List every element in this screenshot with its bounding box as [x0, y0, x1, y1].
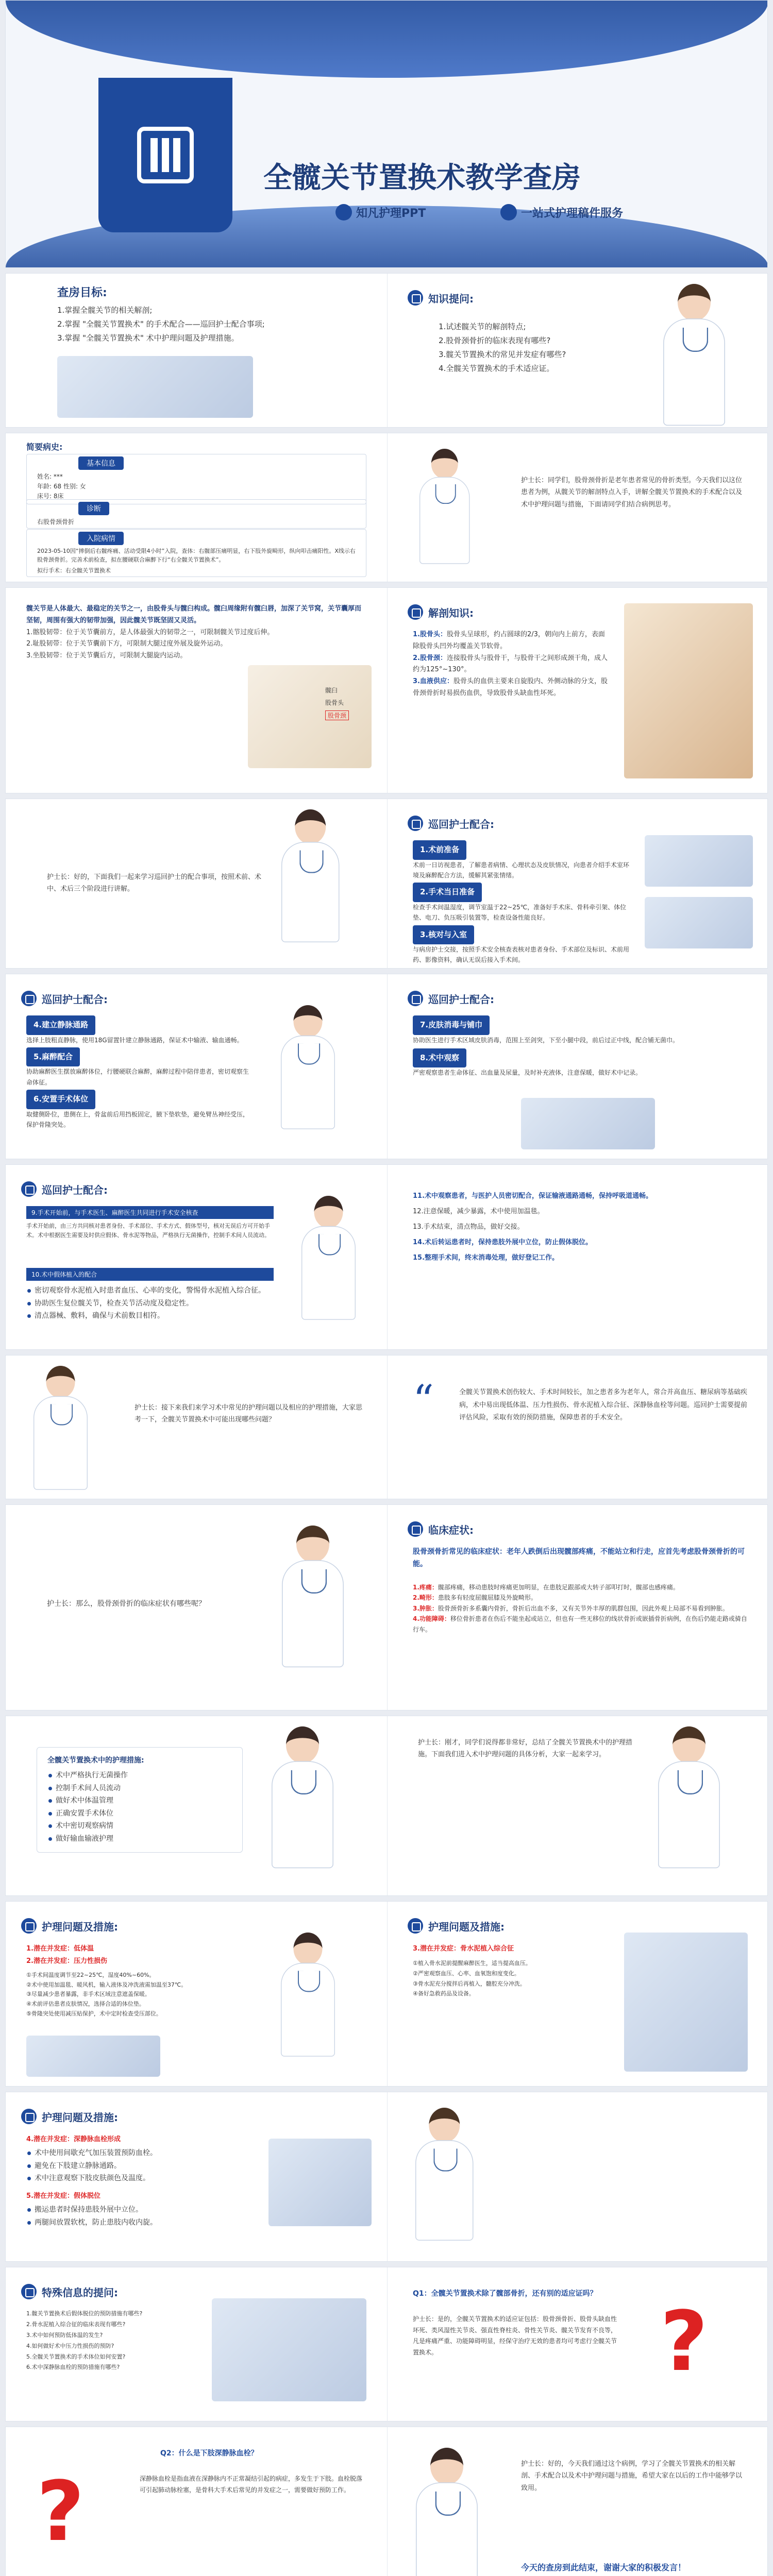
prob2-lines-2: 搬运患者时保持患肢外展中立位。 两腿间放置软枕，防止患肢内收内旋。: [26, 2204, 253, 2229]
problems-quote: 全髋关节置换术创伤较大、手术时间较长，加之患者多为老年人，常合并高血压、糖尿病等基础疾病，术中易出现低体温、压力性损伤、骨水泥植入综合征、深静脉血栓等问题。巡回护士需要提前评估风险，采取有效的预防措施，保障患者的手术安全。: [459, 1388, 748, 1422]
section-icon: [21, 2109, 37, 2124]
question-mark-icon: ?: [37, 2463, 85, 2560]
prob1-title: 护理问题及措施:: [21, 1916, 118, 1936]
care-speaker: 护士长：刚才，同学们说得都非常好，总结了全髋关节置换术中的护理措施。下面我们进入术中护理问题的具体分析，大家一起来学习。: [418, 1739, 633, 1759]
section-icon: [21, 1181, 37, 1197]
goals-photo: [57, 356, 253, 418]
anatomy-right-title: 解剖知识:: [408, 602, 474, 622]
prob2-photo: [268, 2139, 372, 2226]
nursing-problems-slide-1: [5, 1901, 768, 2087]
doctor-illustration: [274, 1526, 352, 1667]
care-item: 做好输血输液护理: [47, 1833, 232, 1845]
circulating-nurse-slide-2: [5, 974, 768, 1159]
prob1-right-illustration: [624, 1933, 748, 2072]
diagnosis-label: 诊断: [78, 502, 109, 515]
question-item: 1.试述髋关节的解剖特点;: [439, 322, 526, 331]
cover-badge-2: 一站式护理稿件服务: [500, 204, 623, 221]
cover-logo-icon: [137, 127, 194, 183]
nurse-illustration: [274, 809, 347, 942]
goal-item: 1.掌握全髋关节的相关解剖;: [57, 306, 153, 315]
circ2-content: 4.建立静脉通路 选择上肢粗直静脉，使用18G留置针建立静脉通路，保证术中输液、输血通畅。 5.麻醉配合 协助麻醉医生摆放麻醉体位，行腰硬联合麻醉，麻醉过程中陪伴患者，密切观察生命体征。 6.安置手术体位 取健侧卧位，患侧在上，骨盆前后用挡板固定，腋下垫软垫，避免臂丛神经受压，保护骨隆突处。: [26, 1015, 253, 1130]
question-mark-icon: ?: [660, 2293, 708, 2389]
case-slide: [5, 433, 768, 582]
basic-label: 基本信息: [78, 456, 124, 470]
label-femoral-neck: 股骨颈: [325, 710, 349, 720]
doctor-illustration: [650, 1726, 728, 1868]
pelvis-illustration: [248, 665, 372, 768]
circ2-right-content: 7.皮肤消毒与铺巾 协助医生进行手术区域皮肤消毒，范围上至剑突，下至小腿中段，前后过正中线，配合铺无菌巾。 8.术中观察 严密观察患者生命体征、出血量及尿量，及时补充液体，注意保暖，做好术中记录。: [413, 1015, 743, 1078]
section-icon: [21, 991, 37, 1006]
prob2-title: 护理问题及措施:: [21, 2107, 118, 2126]
anatomy-slide: [5, 587, 768, 793]
goals-list: [57, 303, 265, 345]
case-basic-box: 基本信息 姓名: *** 年龄: 68 性别: 女 床号: 8床: [26, 454, 366, 504]
goals-slide: [5, 273, 768, 428]
prob1-right-lines: ①植入骨水泥前提醒麻醉医生，适当提高血压。 ②严密观察血压、心率、血氧饱和度变化。 ③骨水泥充分搅拌后再植入，髓腔充分冲洗。 ④备好急救药品及设备。: [413, 1960, 531, 1997]
cover-slide: [5, 0, 768, 268]
goal-item: 2.掌握 "全髋关节置换术" 的手术配合——巡回护士配合事项;: [57, 319, 265, 329]
prob1-right-head: 3.潜在并发症：骨水泥植入综合征: [413, 1945, 514, 1953]
nursing-problems-slide-2: [5, 2092, 768, 2262]
circ3-body: 手术开始前，由三方共同核对患者身份、手术部位、手术方式、假体型号，核对无误后方可开始手术。术中根据医生需要及时供应假体、骨水泥等物品，严格执行无菌操作，控制手术间人员流动。: [26, 1223, 270, 1239]
prob2-head-1: 4.潜在并发症：深静脉血栓形成: [26, 2136, 121, 2143]
nurse-illustration: [274, 1933, 342, 2057]
case-diagnosis-box: 诊断 右股骨颈骨折: [26, 499, 366, 529]
clinical-title: 临床症状:: [408, 1519, 474, 1539]
nurse-illustration: [294, 1196, 363, 1320]
qa-list: 1.髋关节置换术后假体脱位的预防措施有哪些? 2.骨水泥植入综合征的临床表现有哪些? 3.术中如何预防低体温的发生? 4.如何做好术中压力性损伤的预防? 5.全髋关节置换术的手术体位如何安置? 6.术中深静脉血栓的预防措施有哪些?: [26, 2310, 143, 2371]
nurse-with-clipboard-illustration: [263, 1726, 342, 1868]
prob1-head-1: 1.潜在并发症：低体温: [26, 1945, 94, 1953]
circulating-nurse-slide-1: [5, 799, 768, 969]
section-icon: [408, 1521, 423, 1537]
qa-title: 特殊信息的提问:: [21, 2282, 118, 2301]
prob2-lines-1: 术中使用间歇充气加压装置预防血栓。 避免在下肢建立静脉通路。 术中注意观察下肢皮肤颜色及温度。: [26, 2147, 253, 2185]
qa-heart-illustration: [212, 2298, 366, 2401]
circ3-title: 巡回护士配合:: [21, 1179, 108, 1199]
care-slide: [5, 1716, 768, 1896]
section-icon: [21, 1918, 37, 1934]
circ2-right-title: 巡回护士配合:: [408, 989, 494, 1008]
question-item: 2.股骨颈骨折的临床表现有哪些?: [439, 336, 551, 345]
clinical-red-line: 股骨颈骨折常见的临床症状：老年人跌倒后出现髋部疼痛，不能站立和行走，应首先考虑股骨颈骨折的可能。: [413, 1548, 745, 1568]
prob1-lines: ①手术间温度调节至22~25℃，湿度40%~60%。 ②术中使用加温毯、暖风机，输入液体及冲洗液需加温至37℃。 ③尽量减少患者暴露，非手术区域注意遮盖保暖。 ④术前评估患者皮肤情况，选择合适的体位垫。 ⑤骨隆突处使用减压贴保护，术中定时检查受压部位。: [26, 1972, 187, 2017]
anatomy-right-text: 1.股骨头：股骨头呈球形，约占圆球的2/3，朝向内上前方，表面除股骨头凹外均覆盖关节软骨。 2.股骨颈：连接股骨头与股骨干，与股骨干之间形成颈干角，成人约为125°~130°。 3.血液供应：股骨头的血供主要来自旋股内、外侧动脉的分支，股骨颈骨折时易损伤血供，导致股骨头缺血性坏死。: [413, 631, 608, 697]
care-box: 全髋关节置换术中的护理措施: 术中严格执行无菌操作 控制手术间人员流动 做好术中体温管理 正确安置手术体位 术中密切观察病情 做好输血输液护理: [37, 1747, 243, 1853]
goal-item: 3.掌握 "全髋关节置换术" 术中护理问题及护理措施。: [57, 333, 239, 343]
nurse-illustration: [408, 2448, 486, 2576]
prob1-head-2: 2.潜在并发症：压力性损伤: [26, 1957, 107, 1965]
circ3-points: 密切观察骨水泥植入时患者血压、心率的变化，警惕骨水泥植入综合征。 协助医生复位髋关节，检查关节活动度及稳定性。 清点器械、敷料，确保与术前数目相符。: [26, 1284, 274, 1323]
knowledge-title: 知识提问:: [408, 288, 474, 308]
section-icon: [408, 604, 423, 620]
prob1-bed-illustration: [26, 2036, 160, 2077]
section-icon: [408, 991, 423, 1006]
prob1-right-title: 护理问题及措施:: [408, 1916, 505, 1936]
care-item: 术中严格执行无菌操作: [47, 1769, 232, 1782]
circ1-content: 1.术前准备 术前一日访视患者，了解患者病情、心理状态及皮肤情况，向患者介绍手术室环境及麻醉配合方法，缓解其紧张情绪。 2.手术当日准备 检查手术间温湿度，调节室温于22~25℃，准备好手术床、骨科牵引架、体位垫、电刀、负压吸引装置等，检查设备性能良好。 3.核对与入室 与病房护士交接，按照手术安全核查表核对患者身份、手术部位及标识、术前用药、影像资料，确认无误后接入手术间。: [413, 840, 629, 965]
circ2-photo: [521, 1098, 655, 1149]
doctor-illustration: [26, 1366, 95, 1490]
qa-slide-2: [5, 2427, 768, 2576]
case-speaker: 护士长：同学们，股骨颈骨折是老年患者常见的骨折类型。今天我们以这位患者为例，从髋关节的解剖特点入手，讲解全髋关节置换术的手术配合以及术中护理问题与措施，下面请同学们结合病例思考。: [521, 477, 743, 509]
case-title: 简要病史:: [26, 442, 63, 452]
circulating-nurse-slide-3: [5, 1164, 768, 1350]
case-history-box: 入院病情 2023-05-10因“摔倒后右髋疼痛、活动受限4小时”入院，查体：右髋部压痛明显，右下肢外旋畸形，纵向叩击痛阳性。X线示右股骨颈骨折。完善术前检查，拟在腰硬联合麻醉下行“右全髋关节置换术”。 拟行手术：右全髋关节置换术: [26, 529, 366, 577]
question-item: 4.全髋关节置换术的手术适应证。: [439, 364, 554, 373]
goals-heading: 查房目标:: [57, 286, 107, 299]
clinical-symptoms: 1.疼痛：髋部疼痛，移动患肢时疼痛更加明显，在患肢足跟部或大转子部叩打时，髋部也感疼痛。 2.畸形：患肢多有轻度屈髋屈膝及外旋畸形。 3.肿胀：股骨颈骨折多系囊内骨折，骨折后出血不多，又有关节外丰厚的肌群包围，因此外观上局部不易看到肿胀。 4.功能障碍：移位骨折患者在伤后不能坐起或站立，但也有一些无移位的线状骨折或嵌插骨折病例，在伤后仍能走路或骑自行车。: [413, 1584, 747, 1633]
badge-icon: [335, 204, 352, 221]
cover-badge-1: 知凡护理PPT: [335, 204, 426, 221]
circ2-title: 巡回护士配合:: [21, 989, 108, 1008]
circ1-photo-1: [645, 835, 753, 887]
circ3-bar-2: 10.术中假体植入的配合: [26, 1268, 274, 1281]
doctor-illustration: [655, 284, 733, 426]
anatomy-left-text: 髋关节是人体最大、最稳定的关节之一，由股骨头与髋臼构成。髋臼周缘附有髋臼唇，加深了关节窝，关节囊厚而坚韧，周围有强大的韧带加强，因此髋关节既坚固又灵活。 1.髂股韧带：位于关节囊前方，是人体最强大的韧带之一，可限制髋关节过度后伸。 2.耻股韧带：位于关节囊前下方，可限制大腿过度外展及旋外运动。 3.坐股韧带：位于关节囊后方，可限制大腿旋内运动。: [26, 605, 362, 659]
care-item: 做好术中体温管理: [47, 1794, 232, 1807]
qa-q2: Q2：什么是下肢深静脉血栓？: [160, 2449, 258, 2458]
cover-title: 全髋关节置换术教学查房: [263, 161, 581, 195]
section-icon: [21, 2284, 37, 2299]
circ1-speaker: 护士长：好的，下面我们一起来学习巡回护士的配合事项，按照术前、术中、术后三个阶段进行讲解。: [47, 873, 262, 893]
problems-slide: [5, 1355, 768, 1499]
question-item: 3.髋关节置换术的常见并发症有哪些?: [439, 350, 566, 359]
circ1-title: 巡回护士配合:: [408, 814, 494, 833]
quote-mark-icon: “: [413, 1376, 434, 1424]
nurse-illustration: [274, 1005, 342, 1129]
clinical-slide: [5, 1504, 768, 1710]
care-item: 控制手术间人员流动: [47, 1782, 232, 1795]
history-label: 入院病情: [78, 532, 124, 545]
section-icon: [408, 290, 423, 306]
hip-anatomy-image: [624, 603, 753, 778]
qa-summary: 护士长：好的，今天我们通过这个病例，学习了全髋关节置换术的相关解剖、手术配合以及术中护理问题与措施，希望大家在以后的工作中能够学以致用。: [521, 2460, 743, 2492]
badge-icon: [500, 204, 517, 221]
qa-a1: 护士长：是的，全髋关节置换术的适应证包括：股骨颈骨折、股骨头缺血性坏死、类风湿性关节炎、强直性脊柱炎、骨性关节炎、髋关节发育不良等，凡是疼痛严重、功能障碍明显，经保守治疗无效的患者均可考虑行全髋关节置换术。: [413, 2315, 617, 2356]
qa-slide: [5, 2267, 768, 2421]
doctor-illustration: [408, 2108, 481, 2241]
circ1-photo-2: [645, 897, 753, 948]
care-item: 正确安置手术体位: [47, 1807, 232, 1820]
qa-end-line: 今天的查房到此结束，谢谢大家的积极发言！: [521, 2563, 686, 2572]
section-icon: [408, 1918, 423, 1934]
label-acetabulum: 髋臼: [325, 687, 338, 694]
qa-q1: Q1：全髋关节置换术除了髋部骨折，还有别的适应证吗？: [413, 2290, 597, 2298]
questions-list: [439, 320, 566, 376]
circ3-right-list: 11.术中观察患者，与医护人员密切配合，保证输液通路通畅，保持呼吸道通畅。 12.注意保暖，减少暴露，术中使用加温毯。 13.手术结束，清点物品，做好交接。 14.术后转运患者时，保持患肢外展中立位，防止假体脱位。 15.整理手术间，终末消毒处理，做好登记工作。: [413, 1192, 653, 1262]
clinical-speaker: 护士长：那么，股骨颈骨折的临床症状有哪些呢？: [47, 1600, 206, 1608]
prob2-head-2: 5.潜在并发症：假体脱位: [26, 2192, 100, 2200]
problems-speaker: 护士长：接下来我们来学习术中常见的护理问题以及相应的护理措施，大家思考一下，全髋关节置换术中可能出现哪些问题？: [135, 1404, 363, 1424]
circ3-bar-1: 9.手术开始前，与手术医生、麻醉医生共同进行手术安全核查: [26, 1206, 274, 1219]
cover-logo-panel: [98, 78, 232, 232]
nurse-illustration: [413, 449, 477, 564]
care-item: 术中密切观察病情: [47, 1820, 232, 1833]
qa-a2: 深静脉血栓是指血液在深静脉内不正常凝结引起的病症，多发生于下肢。血栓脱落可引起肺动脉栓塞，是骨科大手术后常见的并发症之一，需要做好预防工作。: [140, 2475, 363, 2494]
section-icon: [408, 816, 423, 831]
label-femoral-head: 股骨头: [325, 699, 344, 706]
cover-wave-top: [6, 1, 768, 78]
